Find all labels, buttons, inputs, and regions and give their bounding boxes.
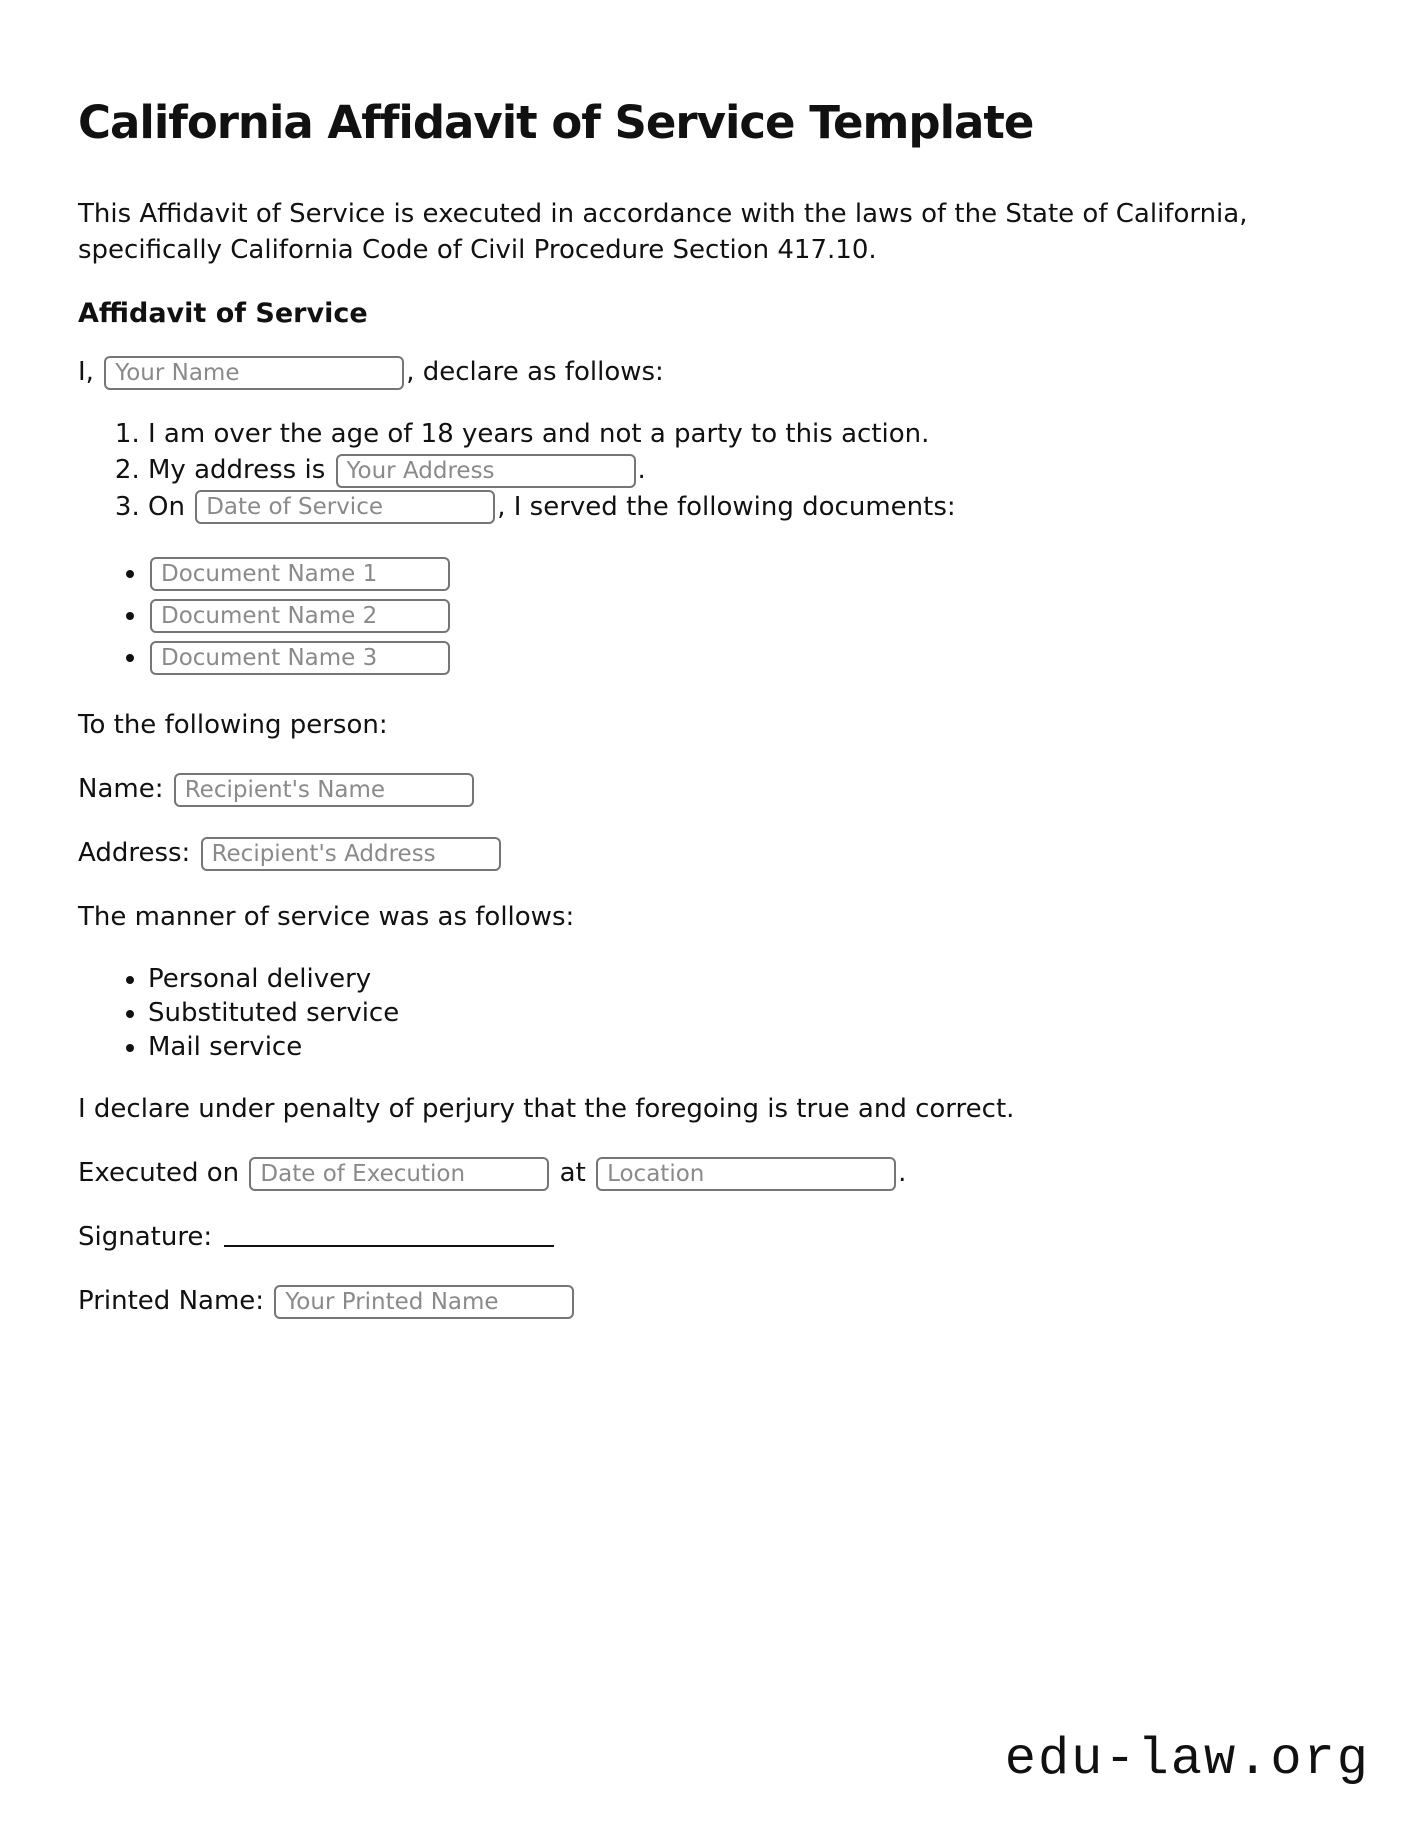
perjury-statement: I declare under penalty of perjury that the foregoing is true and correct.	[78, 1094, 1015, 1124]
footer-brand: edu-law.org	[1004, 1730, 1370, 1789]
executed-prefix: Executed on	[78, 1158, 240, 1188]
manner-list	[78, 962, 1338, 1064]
address-item-prefix: My address is	[148, 455, 326, 485]
manner-heading: The manner of service was as follows:	[78, 902, 575, 932]
date-of-service-input[interactable]	[195, 490, 495, 524]
list-item-address	[148, 453, 1338, 488]
recipient-name-row	[78, 770, 1338, 808]
manner-option-personal-delivery: • Personal delivery	[148, 962, 1338, 996]
documents-list	[78, 554, 1338, 676]
document-name-3-input[interactable]	[150, 641, 450, 675]
declaration-prefix: I,	[78, 357, 94, 387]
document-list-item	[148, 554, 1338, 592]
recipient-name-label: Name:	[78, 774, 164, 804]
address-item-suffix: .	[637, 455, 646, 485]
printed-name-label: Printed Name:	[78, 1286, 265, 1316]
executed-suffix: .	[898, 1158, 907, 1188]
intro-line-1: This Affidavit of Service is executed in accordance with the laws of the State of California,	[78, 199, 1248, 229]
declaration-line	[78, 353, 1338, 391]
signature-blank-line	[224, 1221, 554, 1247]
date-of-execution-input[interactable]	[249, 1157, 549, 1191]
list-item-service-date	[148, 490, 1338, 525]
service-date-suffix: , I served the following documents:	[497, 491, 956, 522]
executed-middle: at	[559, 1158, 586, 1188]
section-heading: Affidavit of Service	[78, 298, 368, 329]
recipient-address-label: Address:	[78, 838, 191, 868]
document-list-item	[148, 596, 1338, 634]
recipient-address-row	[78, 834, 1338, 872]
list-item-age: 1. I am over the age of 18 years and not a party to this action.	[148, 417, 1338, 451]
printed-name-input[interactable]	[274, 1285, 574, 1319]
document-name-2-input[interactable]	[150, 599, 450, 633]
intro-line-2: specifically California Code of Civil Procedure Section 417.10.	[78, 235, 877, 265]
manner-option-substituted-service: • Substituted service	[148, 996, 1338, 1030]
executed-row	[78, 1154, 1338, 1192]
manner-option-mail-service: • Mail service	[148, 1030, 1338, 1064]
document-list-item	[148, 638, 1338, 676]
your-name-input[interactable]	[104, 356, 404, 390]
service-date-prefix: On	[148, 491, 185, 522]
intro-paragraph	[78, 196, 1338, 268]
declaration-suffix: , declare as follows:	[406, 357, 664, 387]
signature-label: Signature:	[78, 1222, 213, 1252]
document-name-1-input[interactable]	[150, 557, 450, 591]
location-input[interactable]	[596, 1157, 896, 1191]
recipient-name-input[interactable]	[174, 773, 474, 807]
recipient-address-input[interactable]	[201, 837, 501, 871]
page-title: California Affidavit of Service Template	[78, 96, 1034, 149]
recipient-intro: To the following person:	[78, 710, 388, 740]
signature-row	[78, 1218, 1338, 1256]
your-address-input[interactable]	[336, 454, 636, 488]
printed-name-row	[78, 1282, 1338, 1320]
declaration-list	[78, 417, 1338, 524]
